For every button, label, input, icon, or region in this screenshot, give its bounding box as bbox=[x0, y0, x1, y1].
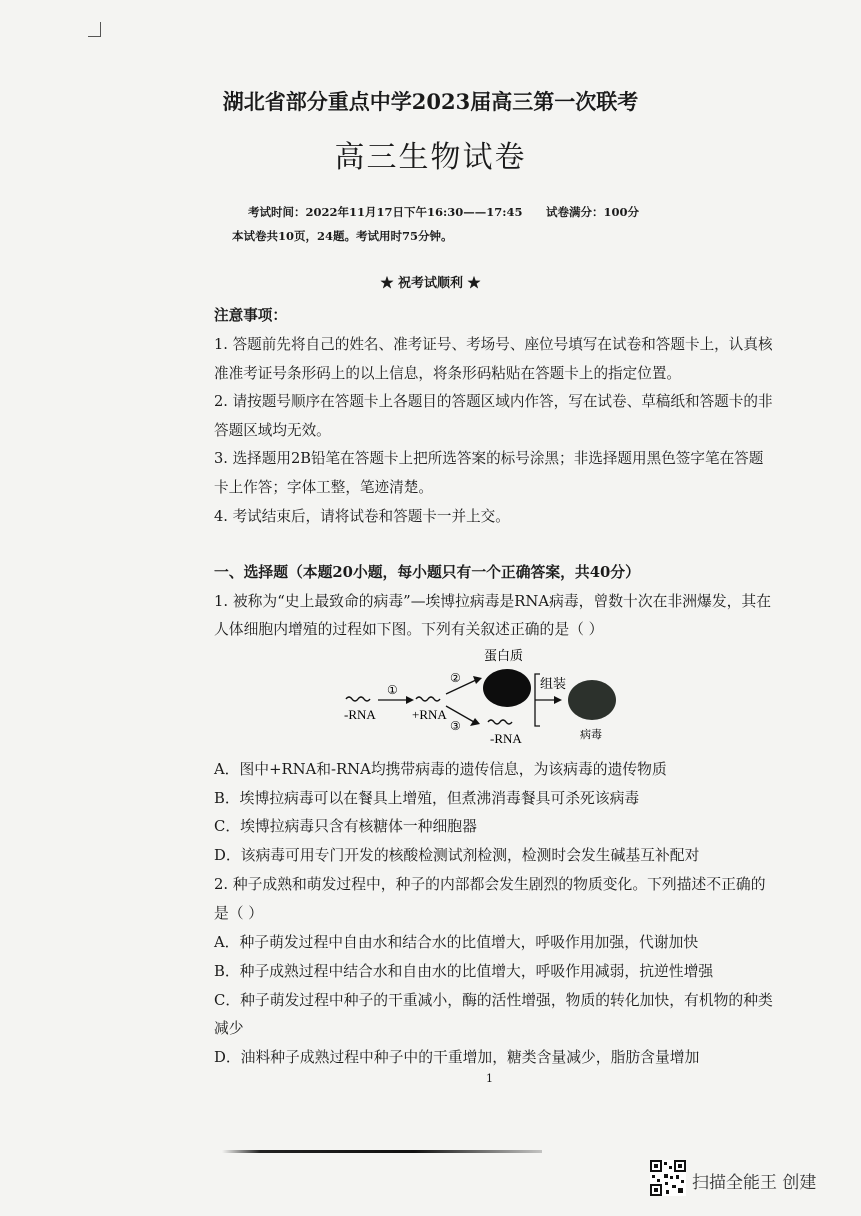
question-1-stem: 1. 被称为“史上最致命的病毒”—埃博拉病毒是RNA病毒，曾数十次在非洲爆发，其在 bbox=[214, 593, 772, 610]
scanner-watermark: 扫描全能王 创建 bbox=[692, 1173, 817, 1193]
label-assemble: 组装 bbox=[540, 677, 567, 692]
question-1-option: B．埃博拉病毒可以在餐具上增殖，但煮沸消毒餐具可杀死该病毒 bbox=[214, 790, 640, 807]
arrow-head-icon bbox=[554, 696, 562, 704]
question-1-stem: 人体细胞内增殖的过程如下图。下列有关叙述正确的是（ ） bbox=[214, 621, 604, 638]
exam-title: 湖北省部分重点中学2023届高三第一次联考 bbox=[222, 89, 639, 114]
notes-line: 2. 请按题号顺序在答题卡上各题目的答题区域内作答，写在试卷、草稿纸和答题卡的非 bbox=[214, 393, 773, 410]
question-1-option: D．该病毒可用专门开发的核酸检测试剂检测，检测时会发生碱基互补配对 bbox=[214, 847, 700, 864]
notes-line: 答题区域均无效。 bbox=[214, 422, 331, 439]
arrow-head-icon bbox=[406, 696, 414, 704]
section-heading: 一、选择题（本题20小题，每小题只有一个正确答案，共40分） bbox=[214, 564, 640, 581]
question-1-option: A．图中+RNA和-RNA均携带病毒的遗传信息，为该病毒的遗传物质 bbox=[214, 761, 667, 778]
exam-time: 考试时间：2022年11月17日下午16:30——17:45 bbox=[248, 205, 523, 219]
label-neg-rna-product: -RNA bbox=[490, 731, 522, 746]
good-luck-wish: ★ 祝考试顺利 ★ bbox=[380, 276, 481, 291]
exam-subtitle: 高三生物试卷 bbox=[334, 140, 527, 175]
notes-line: 卡上作答；字体工整，笔迹清楚。 bbox=[214, 479, 433, 496]
crop-mark bbox=[88, 22, 101, 37]
scan-artifact-bar bbox=[222, 1150, 542, 1153]
notes-heading: 注意事项： bbox=[214, 307, 287, 324]
arrow-head-icon bbox=[470, 718, 480, 726]
question-2-stem: 是（ ） bbox=[214, 905, 264, 922]
arrow-head-icon bbox=[473, 676, 482, 684]
notes-line: 准准考证号条形码上的以上信息，将条形码粘贴在答题卡上的指定位置。 bbox=[214, 365, 682, 382]
question-2-option: B．种子成熟过程中结合水和自由水的比值增大，呼吸作用减弱，抗逆性增强 bbox=[214, 963, 714, 980]
notes-line: 4. 考试结束后，请将试卷和答题卡一并上交。 bbox=[214, 508, 510, 525]
neg-rna-strand-icon bbox=[346, 697, 370, 701]
question-2-stem: 2. 种子成熟和萌发过程中，种子的内部都会发生剧烈的物质变化。下列描述不正确的 bbox=[214, 876, 766, 893]
qr-code-icon bbox=[650, 1160, 686, 1196]
ebola-replication-diagram bbox=[330, 642, 660, 752]
question-1-option: C．埃博拉病毒只含有核糖体一种细胞器 bbox=[214, 818, 477, 835]
notes-line: 1. 答题前先将自己的姓名、准考证号、考场号、座位号填写在试卷和答题卡上，认真核 bbox=[214, 336, 773, 353]
label-virus: 病毒 bbox=[580, 728, 602, 741]
neg-rna-product-icon bbox=[488, 720, 512, 724]
label-pos-rna: +RNA bbox=[412, 707, 447, 722]
page-number: 1 bbox=[486, 1072, 493, 1085]
notes-line: 3. 选择题用2B铅笔在答题卡上把所选答案的标号涂黑；非选择题用黑色签字笔在答题 bbox=[214, 450, 764, 467]
label-neg-rna: -RNA bbox=[344, 707, 376, 722]
label-protein: 蛋白质 bbox=[484, 649, 524, 664]
pos-rna-strand-icon bbox=[416, 697, 440, 701]
protein-blob-icon bbox=[483, 669, 531, 707]
full-score: 试卷满分：100分 bbox=[546, 205, 640, 219]
question-2-option: D．油料种子成熟过程中种子中的干重增加，糖类含量减少，脂肪含量增加 bbox=[214, 1049, 700, 1066]
paper-info: 本试卷共10页，24题。考试用时75分钟。 bbox=[232, 229, 453, 243]
step-3-label: ③ bbox=[450, 719, 461, 733]
virus-particle-icon bbox=[568, 680, 616, 720]
question-2-option-continued: 减少 bbox=[214, 1020, 244, 1037]
question-2-option: C．种子萌发过程中种子的干重减小，酶的活性增强，物质的转化加快，有机物的种类 bbox=[214, 992, 773, 1009]
step-1-label: ① bbox=[387, 683, 398, 697]
question-2-option: A．种子萌发过程中自由水和结合水的比值增大，呼吸作用加强，代谢加快 bbox=[214, 934, 699, 951]
step-2-label: ② bbox=[450, 671, 461, 685]
